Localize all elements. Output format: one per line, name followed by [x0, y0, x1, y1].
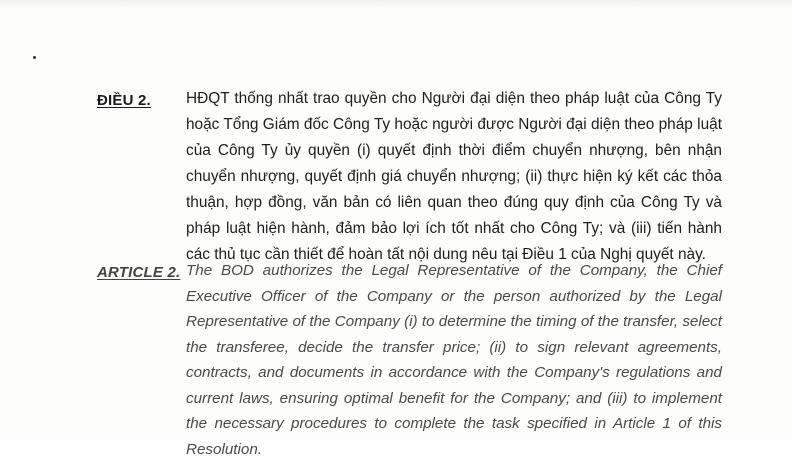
scan-speck	[33, 56, 36, 59]
article-text-vietnamese: HĐQT thống nhất trao quyền cho Người đại diện theo pháp luật của Công Ty hoặc Tổng Giám đốc Công Ty hoặc người được Người đại diện theo pháp luật của Công Ty ủy quyền (i) quyết định thời điểm chuyển nhượng, bên nhận chuyển nhượng, quyết định giá chuyển nhượng; (ii) thực hiện ký kết các thỏa thuận, hợp đồng, văn bản có liên quan theo đúng quy định của Công Ty và pháp luật hiện hành, đảm bảo lợi ích tốt nhất cho Công Ty; và (iii) tiến hành các thủ tục cần thiết để hoàn tất nội dung nêu tại Điều 1 của Nghị quyết này.	[186, 90, 722, 263]
article-text-english: The BOD authorizes the Legal Representative of the Company, the Chief Executive Officer of the Company or the person authorized by the Legal Representative of the Company (i) to determine the timing of the transfer, select the transferee, decide the transfer price; (ii) to sign relevant agreements, contracts, and documents in accordance with the Company's regulations and current laws, ensuring optimal benefit for the Company; and (iii) to implement the necessary procedures to complete the task specified in Article 1 of this Resolution.	[186, 262, 722, 458]
article-label-english: ARTICLE 2.	[97, 264, 181, 281]
scan-artifact	[0, 0, 792, 8]
article-label-vietnamese: ĐIỀU 2.	[97, 92, 151, 109]
